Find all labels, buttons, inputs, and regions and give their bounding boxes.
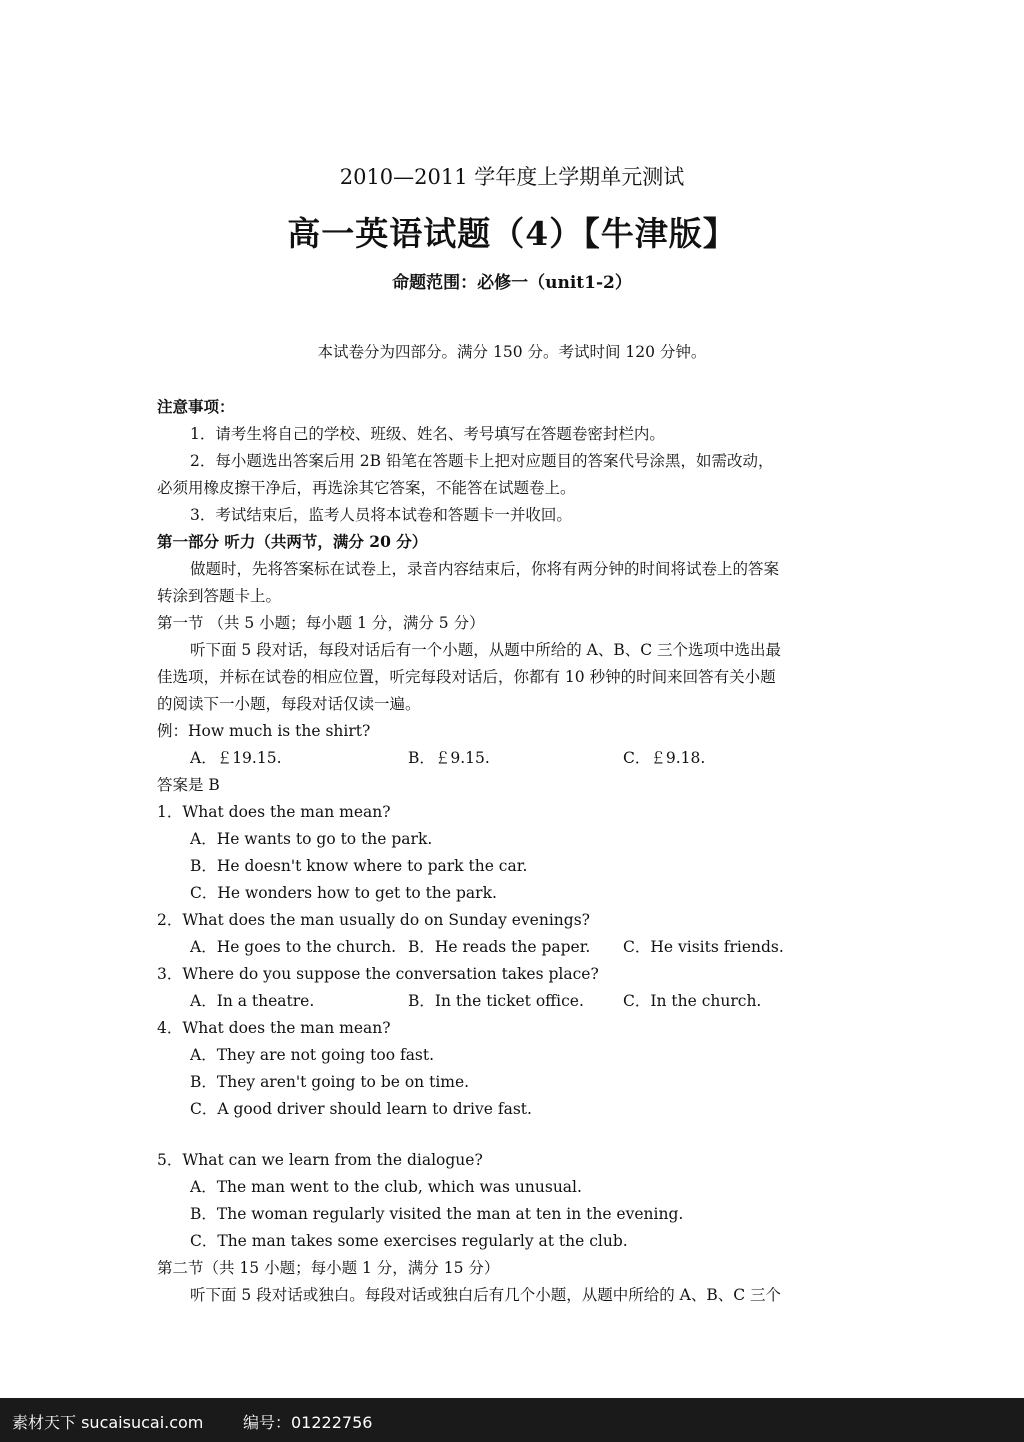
note-item: 1．请考生将自己的学校、班级、姓名、考号填写在答题卷密封栏内。 bbox=[190, 425, 665, 443]
question-4-option-c: C．A good driver should learn to drive fast. bbox=[190, 1100, 532, 1118]
question-2: 2．What does the man usually do on Sunday evenings? bbox=[157, 911, 590, 929]
question-3-option-c: C．In the church. bbox=[623, 992, 762, 1010]
notes-heading: 注意事项： bbox=[157, 397, 235, 416]
question-2-option-b: B．He reads the paper. bbox=[408, 938, 591, 956]
question-5: 5．What can we learn from the dialogue? bbox=[157, 1151, 483, 1169]
note-item: 3．考试结束后，监考人员将本试卷和答题卡一并收回。 bbox=[190, 506, 572, 524]
note-item: 2．每小题选出答案后用 2B 铅笔在答题卡上把对应题目的答案代号涂黑，如需改动， bbox=[190, 452, 774, 470]
question-3: 3．Where do you suppose the conversation takes place? bbox=[157, 965, 599, 983]
question-1: 1．What does the man mean? bbox=[157, 803, 391, 821]
part1-heading: 第一部分 听力（共两节，满分 20 分） bbox=[157, 532, 428, 551]
intro-line: 本试卷分为四部分。满分 150 分。考试时间 120 分钟。 bbox=[317, 343, 707, 361]
example-answer: 答案是 B bbox=[157, 776, 220, 794]
example-option: C．￡9.18. bbox=[623, 749, 706, 767]
section1-desc: 佳选项，并标在试卷的相应位置，听完每段对话后，你都有 10 秒钟的时间来回答有关小题 bbox=[157, 668, 776, 686]
question-1-option-b: B．He doesn't know where to park the car. bbox=[190, 857, 528, 875]
scope-line: 命题范围：必修一（unit1-2） bbox=[392, 273, 632, 293]
note-item: 必须用橡皮擦干净后，再选涂其它答案，不能答在试题卷上。 bbox=[157, 479, 576, 497]
question-3-option-a: A．In a theatre. bbox=[190, 992, 315, 1010]
section1-desc: 的阅读下一小题，每段对话仅读一遍。 bbox=[157, 695, 421, 713]
question-5-option-b: B．The woman regularly visited the man at ten in the evening. bbox=[190, 1205, 684, 1223]
question-5-option-a: A．The man went to the club, which was unusual. bbox=[190, 1178, 582, 1196]
example-question: 例：How much is the shirt? bbox=[157, 722, 371, 740]
question-2-option-c: C．He visits friends. bbox=[623, 938, 784, 956]
question-2-option-a: A．He goes to the church. bbox=[190, 938, 397, 956]
question-1-option-c: C．He wonders how to get to the park. bbox=[190, 884, 497, 902]
section1-heading: 第一节 （共 5 小题；每小题 1 分，满分 5 分） bbox=[157, 614, 485, 632]
part1-desc: 做题时，先将答案标在试卷上，录音内容结束后，你将有两分钟的时间将试卷上的答案 bbox=[190, 560, 780, 578]
section2-heading: 第二节（共 15 小题；每小题 1 分，满分 15 分） bbox=[157, 1259, 500, 1277]
year-title: 2010—2011 学年度上学期单元测试 bbox=[339, 165, 685, 189]
example-option: A．￡19.15. bbox=[190, 749, 282, 767]
main-title: 高一英语试题（4）【牛津版】 bbox=[287, 214, 737, 253]
part1-desc: 转涂到答题卡上。 bbox=[157, 587, 282, 605]
example-option: B．￡9.15. bbox=[408, 749, 490, 767]
section1-desc: 听下面 5 段对话，每段对话后有一个小题，从题中所给的 A、B、C 三个选项中选出最 bbox=[190, 641, 782, 659]
question-4-option-a: A．They are not going too fast. bbox=[190, 1046, 435, 1064]
question-4-option-b: B．They aren't going to be on time. bbox=[190, 1073, 470, 1091]
question-3-option-b: B．In the ticket office. bbox=[408, 992, 584, 1010]
section2-desc: 听下面 5 段对话或独白。每段对话或独白后有几个小题，从题中所给的 A、B、C 三个 bbox=[190, 1286, 782, 1304]
watermark-footer bbox=[0, 1398, 1024, 1442]
question-4: 4．What does the man mean? bbox=[157, 1019, 391, 1037]
footer-site: 素材天下 sucaisucai.com bbox=[12, 1413, 204, 1432]
footer-id: 编号：01222756 bbox=[243, 1413, 373, 1432]
question-1-option-a: A．He wants to go to the park. bbox=[190, 830, 433, 848]
question-5-option-c: C．The man takes some exercises regularly at the club. bbox=[190, 1232, 628, 1250]
